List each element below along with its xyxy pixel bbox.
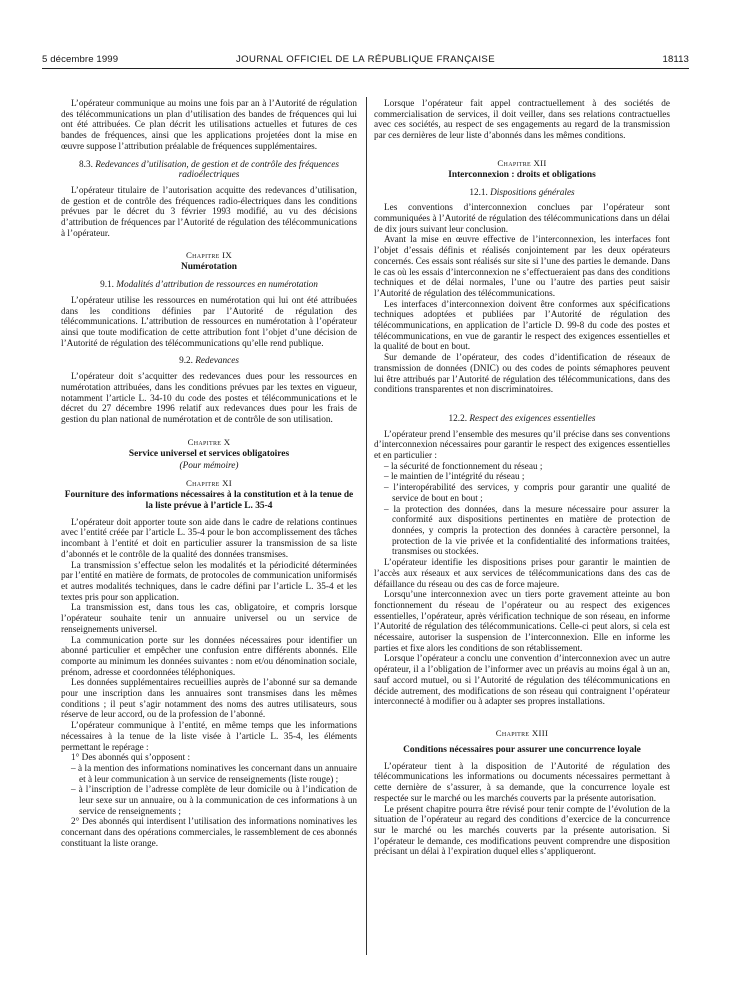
paragraph: L’opérateur tient à la disposition de l’Autorité de régulation des télécommunications les informations ou documents nécessaires permettant à cette dernière de s’assurer, à sa demande, que la concurrence loyale est respectée sur le marché ou les marchés couverts par la présente autorisation.	[374, 761, 670, 804]
section-number: 12.1.	[469, 187, 488, 198]
paragraph: Les conventions d’interconnexion conclues par l’opérateur sont communiquées à l’Autorité de régulation des télécommunications dans un délai de dix jours suivant leur conclusion.	[374, 203, 670, 235]
chapter-title-x: Service universel et services obligatoires	[128, 448, 290, 459]
header-page-number: 18113	[662, 54, 689, 65]
header-rule	[42, 68, 689, 69]
section-number: 9.1.	[100, 280, 114, 291]
paragraph: L’opérateur communique à l’entité, en même temps que les informations nécessaires à la tenue de la liste visée à l’article L. 35-4, les éléments permettant le repérage :	[61, 721, 357, 753]
paragraph: Lorsque l’opérateur fait appel contractuellement à des sociétés de commercialisation de services, il doit veiller, dans ses relations contractuelles avec ces sociétés, au respect de ses engagements au regard de la transmission par ces dernières de leur liste d’abonnés dans les mêmes conditions.	[374, 99, 670, 142]
paragraph: L’opérateur identifie les dispositions prises pour garantir le maintien de l’accès aux réseaux et aux services de télécommunications dans des cas de défaillance du réseau ou des cas de force majeure.	[374, 558, 670, 590]
chapter-title-xii: Interconnexion : droits et obligations	[448, 169, 596, 180]
chapter-heading-xi: Chapitre XI	[186, 478, 232, 489]
section-title: Modalités d’attribution de ressources en numérotation	[116, 280, 318, 291]
paragraph: L’opérateur utilise les ressources en numérotation qui lui ont été attribuées dans les conditions définies par l’Autorité de régulation des télécommunications. L’attribution de ressources en numérotation à l’opérateur ainsi que toute modification de cette attribution font l’objet d’une décision de l’Autorité de régulation des télécommunications qu’elle rend publique.	[61, 295, 357, 349]
section-heading-12-1	[374, 188, 670, 199]
chapter-title-ix: Numérotation	[180, 262, 238, 273]
list-item: – le maintien de l’intégrité du réseau ;	[384, 472, 525, 483]
list-item: – à la mention des informations nominatives les concernant dans un annuaire et à leur communication à un service de renseignements (liste rouge) ;	[71, 763, 357, 785]
section-title: Redevances	[195, 356, 239, 367]
header-journal-title: JOURNAL OFFICIEL DE LA RÉPUBLIQUE FRANÇAISE	[235, 54, 496, 65]
left-column	[61, 99, 357, 850]
paragraph: Avant la mise en œuvre effective de l’interconnexion, les interfaces font l’objet d’essais définis et réalisés conjointement par les deux opérateurs concernés. Ces essais sont réalisés sur site si l’une des parties le demande. Dans le cas où les essais d’interconnexion ne s’effectueraient pas dans des conditions techniques et de délai normales, l’une ou l’autre des parties peut saisir l’Autorité de régulation des télécommunications.	[374, 235, 670, 299]
section-number: 12.2.	[448, 413, 468, 424]
paragraph: La transmission est, dans tous les cas, obligatoire, et compris lorsque l’opérateur souhaite tenir un annuaire universel ou un service de renseignements universel.	[61, 603, 357, 635]
paragraph: Lorsqu’une interconnexion avec un tiers porte gravement atteinte au bon fonctionnement du réseau de l’opérateur ou au respect des exigences essentielles, l’opérateur, après vérification technique de son réseau, en informe l’Autorité de régulation des télécommunications. Celle-ci peut alors, si cela est nécessaire, autoriser la suspension de l’interconnexion. Elle en informe les parties et fixe alors les conditions de son rétablissement.	[374, 590, 670, 654]
paragraph: La transmission s’effectue selon les modalités et la périodicité déterminées par l’entité en matière de formats, de protocoles de communication uniformisés et autres modalités techniques, dans le cadre défini par l’article L. 35-4 et les textes pris pour son application.	[61, 560, 357, 603]
section-heading-9-2	[61, 356, 357, 367]
section-heading-8-3	[61, 160, 357, 181]
chapter-heading-x: Chapitre X	[187, 436, 231, 447]
paragraph: L’opérateur titulaire de l’autorisation acquitte des redevances d’utilisation, de gestion et de contrôle des fréquences radio-électriques dans les conditions prévues par le décret du 3 février 1993 modifié, au vu des décisions d’attribution de fréquences par l’Autorité de régulation des télécommunications à l’opérateur.	[61, 185, 357, 239]
paragraph: Sur demande de l’opérateur, des codes d’identification de réseaux de transmission de données (DNIC) ou des codes de points sémaphores peuvent lui être attribués par l’Autorité de régulation des télécommunications, dans des conditions transparentes et non discriminatoires.	[374, 353, 670, 396]
paragraph: L’opérateur communique au moins une fois par an à l’Autorité de régulation des télécommunications un plan d’utilisation des bandes de fréquences qui lui ont été attribuées. Ce plan décrit les utilisations actuelles et futures de ces bandes de fréquences, ainsi que les applications projetées dont la mise en œuvre suppose l’attribution préalable de fréquences supplémentaires.	[61, 99, 357, 152]
chapter-note-x: (Pour mémoire)	[179, 461, 239, 472]
paragraph: 2° Des abonnés qui interdisent l’utilisation des informations nominatives les concernant dans des opérations commerciales, le rassemblement de ces abonnés constituant la liste orange.	[61, 817, 357, 849]
column-divider	[366, 97, 367, 955]
chapter-heading-ix: Chapitre IX	[186, 250, 232, 261]
chapter-title-xiii: Conditions nécessaires pour assurer une concurrence loyale	[403, 744, 641, 755]
list-item: – à l’inscription de l’adresse complète de leur domicile ou à l’indication de leur sexe sur un annuaire, ou à la communication de ces informations à un service de renseignements ;	[71, 785, 357, 817]
chapter-heading-xiii: Chapitre XIII	[495, 727, 549, 738]
right-column	[374, 99, 670, 858]
paragraph: L’opérateur doit s’acquitter des redevances dues pour les ressources en numérotation attribuées, dans les conditions prévues par les textes en vigueur, notamment l’article L. 34-10 du code des postes et télécommunications et le décret du 27 décembre 1996 relatif aux redevances dues pour les frais de gestion du plan national de numérotation et de contrôle de son utilisation.	[61, 372, 357, 425]
paragraph: Les données supplémentaires recueillies auprès de l’abonné sur sa demande pour une inscription dans les annuaires sont transmises dans les mêmes conditions ; il peut s’agir notamment des noms des autres utilisateurs, sous réserve de leur accord, ou de la profession de l’abonné.	[61, 678, 357, 721]
paragraph: L’opérateur doit apporter toute son aide dans le cadre de relations continues avec l’entité créée par l’article L. 35-4 pour le bon accomplissement des tâches incombant à l’entité et doit en particulier assurer la transmission de sa liste d’abonnés et le contrôle de la qualité des données transmises.	[61, 517, 357, 560]
section-heading-12-2	[374, 414, 670, 425]
header-date: 5 décembre 1999	[42, 54, 119, 65]
dash-list	[61, 764, 357, 818]
list-item: – la protection des données, dans la mesure nécessaire pour assurer la conformité aux dispositions pertinentes en matière de protection de données, y compris la protection des données à caractère personnel, la protection de la vie privée et la confidentialité des informations traitées, transmises ou stockées.	[384, 504, 670, 558]
section-heading-9-1	[61, 280, 357, 291]
section-number: 9.2.	[179, 356, 193, 367]
section-title: Dispositions générales	[490, 187, 575, 198]
chapter-heading-xii: Chapitre XII	[497, 157, 547, 168]
list-item: – la sécurité de fonctionnement du réseau ;	[384, 461, 543, 472]
list-item: – l’interopérabilité des services, y compris pour garantir une qualité de service de bout en bout ;	[384, 483, 670, 504]
paragraph: Le présent chapitre pourra être révisé pour tenir compte de l’évolution de la situation de l’opérateur au regard des conditions d’exercice de la concurrence sur le marché ou les marchés couverts par la présente autorisation. Si l’opérateur le demande, ces modifications peuvent comprendre une disposition précisant un délai à l’expiration duquel elles s’appliqueront.	[374, 804, 670, 858]
paragraph: L’opérateur prend l’ensemble des mesures qu’il précise dans ses conventions d’interconnexion nécessaires pour garantir le respect des exigences essentielles et en particulier :	[374, 429, 670, 462]
chapter-title-xi: Fourniture des informations nécessaires à la constitution et à la tenue de la liste prévue à l’article L. 35-4	[64, 490, 354, 511]
paragraph: Les interfaces d’interconnexion doivent être conformes aux spécifications techniques adoptées et publiées par l’Autorité de régulation des télécommunications, en application de l’article D. 99-8 du code des postes et télécommunications, en vue de garantir le respect des exigences essentielles et la qualité de bout en bout.	[374, 299, 670, 353]
section-number: 8.3.	[79, 159, 93, 170]
paragraph: La communication porte sur les données nécessaires pour identifier un abonné particulier et empêcher une confusion entre différents abonnés. Elle comporte au minimum les données suivantes : nom et/ou dénomination sociale, prénom, adresse et coordonnées téléphoniques.	[61, 635, 357, 678]
section-title: Respect des exigences essentielles	[469, 413, 596, 424]
section-title: Redevances d’utilisation, de gestion et de contrôle des fréquences radioélectriques	[95, 159, 339, 181]
paragraph: 1° Des abonnés qui s’opposent :	[71, 753, 191, 764]
dash-list	[374, 462, 670, 558]
paragraph: Lorsque l’opérateur a conclu une convention d’interconnexion avec un autre opérateur, il a l’obligation de l’informer avec un préavis au moins égal à un an, sauf accord mutuel, ou si l’Autorité de régulation des télécommunications en décide autrement, des modifications de son réseau qui contraignent l’opérateur interconnecté à modifier ou à adapter ses propres installations.	[374, 654, 670, 708]
